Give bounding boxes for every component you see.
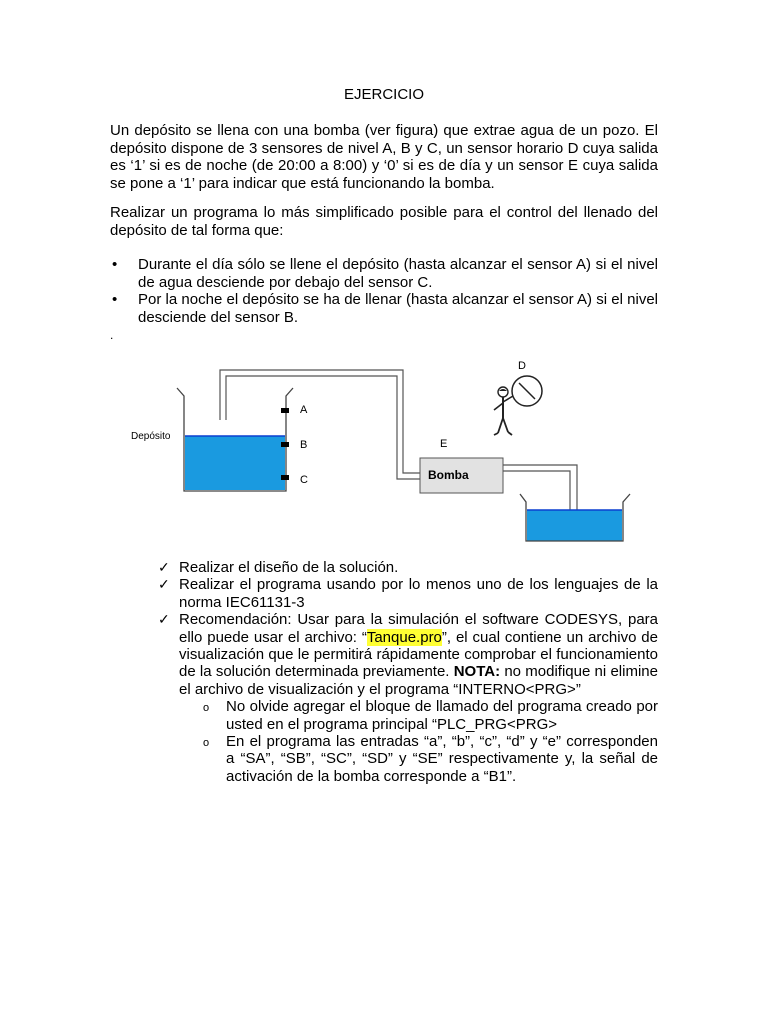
person-icon [494,387,513,435]
list-item [158,559,658,576]
sub-text: En el programa las entradas “a”, “b”, “c”, “d” y “e” corresponden a “SA”, “SB”, “SC”, “SD” y “SE” respectivamente y, la señal de activación de la bomba corresponde a “B1”. [226,733,658,785]
tank-label: Depósito [131,431,171,442]
sub-list [179,698,658,785]
check-icon: ✓ [158,611,170,628]
sensor-a-label: A [300,404,308,416]
bullet-icon: • [112,291,118,309]
sensor-a-marker [281,408,289,413]
sensor-c-marker [281,475,289,480]
bullet-icon: • [112,256,118,273]
sensor-e-label: E [440,438,448,450]
list-item [158,576,658,611]
list-item [110,256,658,291]
check-text: Realizar el diseño de la solución. [179,559,399,576]
list-item [110,291,658,326]
list-item [158,611,658,785]
stray-mark: . [110,328,114,342]
list-item [179,698,658,733]
sub-bullet-icon: o [203,737,210,750]
recommendation-text: Recomendación: Usar para la simulación el software CODESYS, para ello puede usar el archivo: “ [179,611,658,646]
bullet-text: Por la noche el depósito se ha de llenar (hasta alcanzar el sensor A) si el nivel desciende del sensor B. [138,291,658,326]
list-item [179,733,658,785]
check-text: Realizar el programa usando por lo menos uno de los lenguajes de la norma IEC61131-3 [179,576,658,611]
condition-list [110,256,658,326]
tank-diagram [0,340,768,550]
sub-text: No olvide agregar el bloque de llamado del programa creado por usted en el programa principal “PLC_PRG<PRG> [226,698,658,733]
requirements-list [158,559,658,785]
check-icon: ✓ [158,576,170,593]
sensor-c-label: C [300,474,308,486]
sensor-b-marker [281,442,289,447]
check-icon: ✓ [158,559,170,575]
page-title: EJERCICIO [343,86,424,103]
well-water [527,510,622,541]
note-text: no modifique ni elimine el archivo de visualización y el programa “INTERNO<PRG>” [179,663,658,698]
sensor-d-label: D [518,360,526,372]
tank-water [185,436,285,490]
task-paragraph: Realizar un programa lo más simplificado posible para el control del llenado del depósito de tal forma que: [110,204,658,239]
sensor-b-label: B [300,439,308,451]
sub-bullet-icon: o [203,702,210,715]
intro-paragraph: Un depósito se llena con una bomba (ver figura) que extrae agua de un pozo. El depósito dispone de 3 sensores de nivel A, B y C, un sensor horario D cuya salida es ‘1’ si es de noche (de 20:00 a 8:00) y ‘0’ si es de día y un sensor E cuya salida se pone a ‘1’ para indicar que está funcionando la bomba. [110,122,658,192]
bullet-text: Durante el día sólo se llene el depósito (hasta alcanzar el sensor A) si el nivel de agua desciende por debajo del sensor C. [138,256,658,291]
pump-label: Bomba [428,468,469,482]
check-text [179,611,658,698]
recommendation-text-cont: ”, el cual contiene un archivo de visualización que le permitirá rápidamente comprobar el funcionamiento de la solución determinada previamente. [179,628,658,681]
note-label: NOTA: [453,663,501,681]
file-name-highlight: Tanque.pro [366,628,442,646]
